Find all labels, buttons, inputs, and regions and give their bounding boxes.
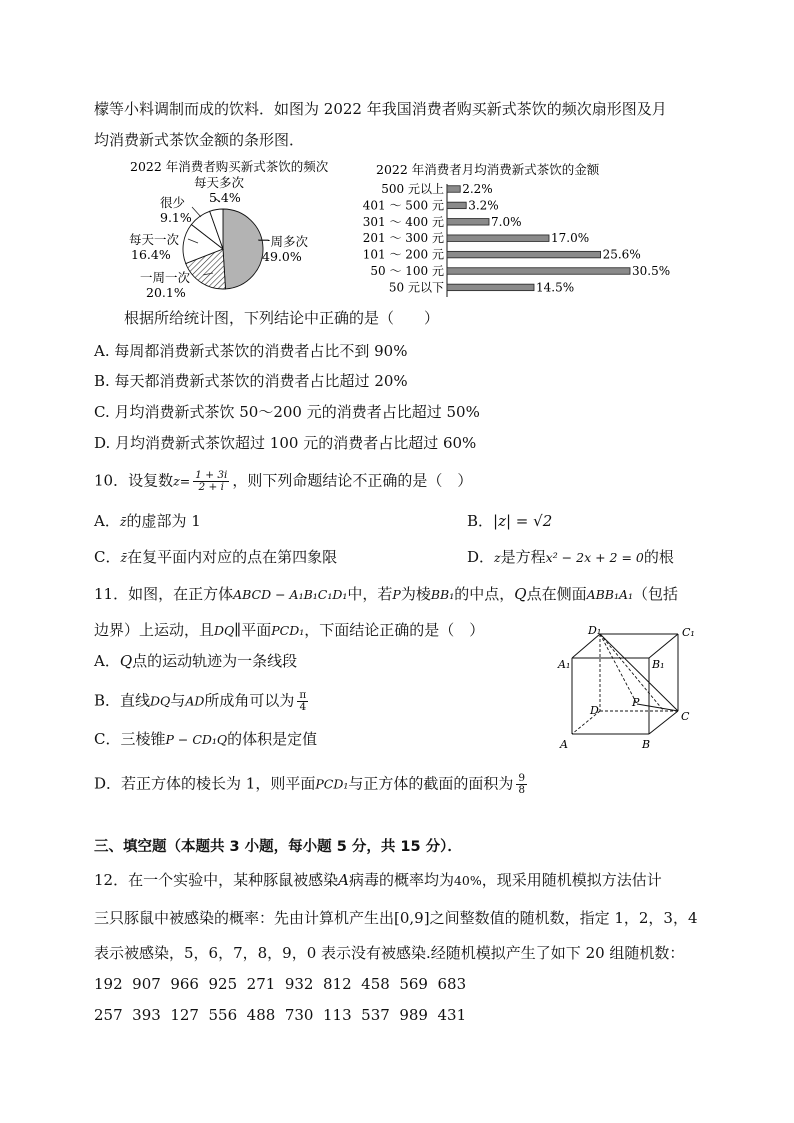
bar-value-label: 2.2% [462, 182, 493, 196]
q9-option-c: C. 月均消费新式茶饮 50～200 元的消费者占比超过 50% [94, 403, 480, 421]
cube-label-c: C [681, 710, 690, 723]
bar-category-label: 201 ～ 300 元 [362, 231, 444, 246]
q12-random-row-2: 257 393 127 556 488 730 113 537 989 431 [94, 1006, 467, 1024]
q10-option-d: D．z是方程x² − 2x + 2 = 0的根 [467, 548, 674, 566]
q10-option-a: A．z̄的虚部为 1 [94, 512, 201, 530]
q10-stem: 10．设复数z= $\frac{1 + 3i}{2 + i}$ ，则下列命题结论不正确的是（ ） [94, 469, 473, 494]
q11-stem-line-2: 边界）上运动，且DQ∥平面PCD₁，下面结论正确的是（ ） [94, 621, 485, 639]
q9-stem: 根据所给统计图，下列结论中正确的是（ ） [124, 309, 440, 327]
bar [447, 284, 534, 291]
bar-value-label: 25.6% [602, 247, 641, 262]
q11-d-fraction: $\frac{9}{8}$ [518, 772, 526, 797]
bar-chart [362, 158, 696, 300]
bar-value-label: 30.5% [632, 264, 671, 278]
pie-slice-0 [223, 209, 263, 289]
cube-label-b1: B₁ [652, 658, 665, 671]
cube-diagram [552, 622, 712, 756]
pie-label-weekly-multi: 一周多次 [258, 234, 309, 249]
bar [447, 268, 630, 275]
bar-group [363, 181, 670, 294]
bar-category-label: 500 元以上 [381, 182, 444, 196]
bar-title: 2022 年消费者月均消费新式茶饮的金额 [376, 162, 600, 177]
q10-option-b: B．|z| = √2 [467, 512, 553, 530]
bar-value-label: 14.5% [536, 280, 575, 295]
bar-category-label: 50 ～ 100 元 [370, 264, 444, 278]
section-3-heading: 三、填空题（本题共 3 小题，每小题 5 分，共 15 分）． [94, 839, 462, 855]
pie-slices [183, 209, 263, 289]
q11-stem-line-1: 11．如图，在正方体ABCD − A₁B₁C₁D₁中，若P为棱BB₁的中点，Q点在侧面ABB₁A₁（包括 [94, 585, 679, 603]
q10-option-c: C．z̄在复平面内对应的点在第四象限 [94, 548, 338, 566]
pie-label-rarely: 很少 [160, 195, 186, 210]
cube-label-p: P [632, 696, 640, 709]
pie-label-daily-multi: 每天多次 [194, 175, 245, 190]
q9-option-d: D. 月均消费新式茶饮超过 100 元的消费者占比超过 60% [94, 434, 477, 452]
bar [447, 235, 549, 242]
cube-label-c1: C₁ [682, 626, 695, 639]
q12-line-3: 表示被感染，5，6，7，8，9，0 表示没有被感染.经随机模拟产生了如下 20 组随机数： [94, 944, 685, 962]
cube-label-d1: D₁ [588, 624, 602, 637]
pie-title: 2022 年消费者购买新式茶饮的频次 [130, 159, 329, 174]
bar-category-label: 401 ～ 500 元 [362, 198, 444, 213]
intro-line-1: 檬等小料调制而成的饮料．如图为 2022 年我国消费者购买新式茶饮的频次扇形图及月 [94, 100, 667, 118]
cube-label-d: D [590, 704, 599, 717]
pie-label-daily-once: 每天一次 [129, 232, 180, 247]
q9-option-b: B. 每天都消费新式茶饮的消费者占比超过 20% [94, 372, 408, 390]
bar [447, 251, 601, 258]
q11-option-a: A．Q点的运动轨迹为一条线段 [94, 652, 298, 670]
q11-b-fraction: $\frac{\pi}{4}$ [299, 689, 307, 714]
q11-option-c: C．三棱锥P − CD₁Q的体积是定值 [94, 730, 318, 748]
pie-pct-weekly-multi: 49.0% [262, 249, 302, 264]
q12-random-row-1: 192 907 966 925 271 932 812 458 569 683 [94, 975, 467, 993]
q11-option-d: D．若正方体的棱长为 1，则平面PCD₁与正方体的截面的面积为 $\frac{9}{8}$ [94, 772, 526, 797]
cube-label-a: A [560, 738, 568, 751]
cube-label-a1: A₁ [558, 658, 571, 671]
bar-value-label: 17.0% [551, 231, 590, 246]
bar-category-label: 101 ～ 200 元 [362, 247, 444, 262]
bar [447, 202, 466, 209]
q10-fraction: $\frac{1 + 3i}{2 + i}$ [195, 469, 228, 494]
pie-pct-daily-multi: 5.4% [209, 190, 241, 205]
intro-line-2: 均消费新式茶饮金额的条形图． [94, 131, 305, 149]
bar-category-label: 50 元以下 [388, 280, 444, 295]
bar [447, 186, 460, 193]
pie-label-weekly-once: 一周一次 [140, 270, 191, 285]
bar [447, 219, 489, 226]
q9-option-a: A. 每周都消费新式茶饮的消费者占比不到 90% [94, 342, 408, 360]
q11-option-b: B．直线DQ与AD所成角可以为 $\frac{\pi}{4}$ [94, 689, 307, 714]
cube-label-b: B [642, 738, 651, 751]
bar-value-label: 7.0% [491, 214, 522, 229]
q12-line-2: 三只豚鼠中被感染的概率：先由计算机产生出[0,9]之间整数值的随机数，指定 1，2，3，4 [94, 909, 698, 927]
pie-chart [108, 155, 358, 303]
pie-pct-rarely: 9.1% [160, 210, 192, 225]
q12-line-1: 12．在一个实验中，某种豚鼠被感染A病毒的概率均为40%，现采用随机模拟方法估计 [94, 871, 662, 889]
pie-pct-daily-once: 16.4% [131, 247, 171, 262]
pie-pct-weekly-once: 20.1% [146, 285, 186, 300]
bar-value-label: 3.2% [468, 198, 499, 213]
bar-category-label: 301 ～ 400 元 [362, 214, 444, 229]
